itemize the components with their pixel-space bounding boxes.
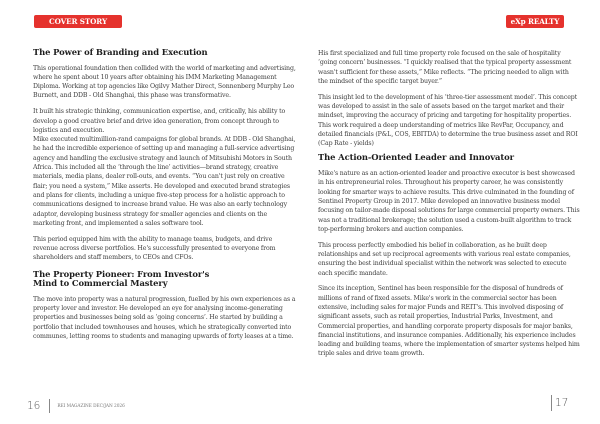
cover-story-badge: COVER STORY: [34, 15, 122, 28]
left-page-footer: [27, 399, 125, 413]
paragraph: This process perfectly embodied his belief in collaboration, as he built deep relationships and set up reciprocal agreements with various real estate companies, ensuring the best individual specialist within the network was selected to execute each specific mandate.: [318, 241, 571, 277]
publication-name: REI MAGAZINE DEC/JAN 2026: [57, 403, 125, 409]
paragraph: Since its inception, Sentinel has been responsible for the disposal of hundreds of millions of rand of fixed assets. Mike's work in the commercial sector has been extensive, including sales for major Funds and REIT's. This involved disposing of significant assets, such as retail properties, Industrial Parks, Investment, and Commercial properties, and handling corporate property disposals for major banks, financial institutions, and insurance companies. Additionally, his experience includes leading and building teams, where the implementation of smarter systems helped him triple sales and drive team growth.: [318, 285, 580, 358]
heading-branding-execution: The Power of Branding and Execution: [33, 47, 208, 57]
exp-realty-badge: eXp REALTY: [506, 15, 564, 28]
paragraph: The move into property was a natural progression, fuelled by his own experiences as a property lover and investor. He developed an eye for analysing income-generating properties and businesses being sold as ‘going concerns’. He started by building a portfolio that included townhouses and houses, which he strategically converted into communes, letting rooms to students and managing upwards of forty leases at a time.: [33, 295, 296, 340]
heading-line: Mind to Commercial Mastery: [33, 278, 168, 289]
paragraph: It built his strategic thinking, communication expertise, and, critically, his ability to develop a good creative brief and drive idea generation, from concept through to logistics and execution.: [33, 108, 286, 134]
right-page-footer: [551, 395, 568, 411]
left-article-column: [33, 48, 298, 348]
heading-line: The Property Pioneer: From Investor's: [33, 268, 210, 279]
page-number: 16: [27, 400, 41, 412]
paragraph: This operational foundation then collided with the world of marketing and advertising, where he spent about 10 years after obtaining his IMM Marketing Management Diploma. Working at top agencies like Ogilvy Mather Direct, Sonnenberg Murphy Leo Burnett, and DDB - Old Shanghai, this phase was transformative.: [33, 64, 296, 100]
heading-property-pioneer: [33, 270, 298, 289]
paragraph: This insight led to the development of his ‘three-tier assessment model’. This concept was developed to assist in the sale of assets based on the target market and their mindset, improving the accuracy of pricing and targeting for hospitality properties. This work required a deep understanding of metrics like RevPar, Occupancy, and detailed financials (P&L, COS, EBITDA) to determine the true business asset and ROI (Cap Rate - yields): [318, 93, 578, 148]
folio-divider: [49, 399, 50, 413]
folio-divider: [551, 395, 552, 411]
right-article-column: [318, 49, 580, 365]
paragraph: His first specialized and full time property role focused on the sale of hospitality ‘going concern’ businesses. “I quickly realised that the typical property assessment wasn't sufficient for these assets,” Mike reflects. “The pricing needed to align with the mindset of the specific target buyer.”: [318, 50, 572, 85]
heading-action-oriented-leader: The Action-Oriented Leader and Innovator: [318, 152, 514, 163]
paragraph: Mike's nature as an action-oriented leader and proactive executor is best showcased in his entrepreneurial roles. Throughout his property career, he was consistently looking for smarter ways to achieve results. This drive culminated in the founding of Sentinel Property Group in 2017. Mike developed an innovative business model focusing on tailor-made disposal solutions for large commercial property owners. This was not a traditional brokerage; the solution used a custom-built algorithm to track top-performing brokers and auction companies.: [318, 170, 580, 233]
paragraph: Mike executed multimillion-rand campaigns for global brands. At DDB - Old Shanghai, he had the incredible experience of setting up and managing a full-service advertising agency and handling the exclusive strategy and launch of Mitsubishi Motors in South Africa. This included all the ‘through the line’ activities—brand strategy, creative materials, media plans, dealer roll-outs, and events. “You can't just rely on creative flair; you need a system,” Mike asserts. He developed and executed brand strategies and plans for clients, including a unique five-step process for a holistic approach to communications designed to increase brand value. He was also an early technology adaptor, developing business strategy for smaller agencies and clients on the marketing front, and implemented a sales software tool.: [33, 136, 296, 227]
page-number: 17: [555, 397, 569, 409]
paragraph: This period equipped him with the ability to manage teams, budgets, and drive revenue across diverse portfolios. He's successfully presented to everyone from shareholders and staff members, to CEOs and CFOs.: [33, 235, 276, 262]
